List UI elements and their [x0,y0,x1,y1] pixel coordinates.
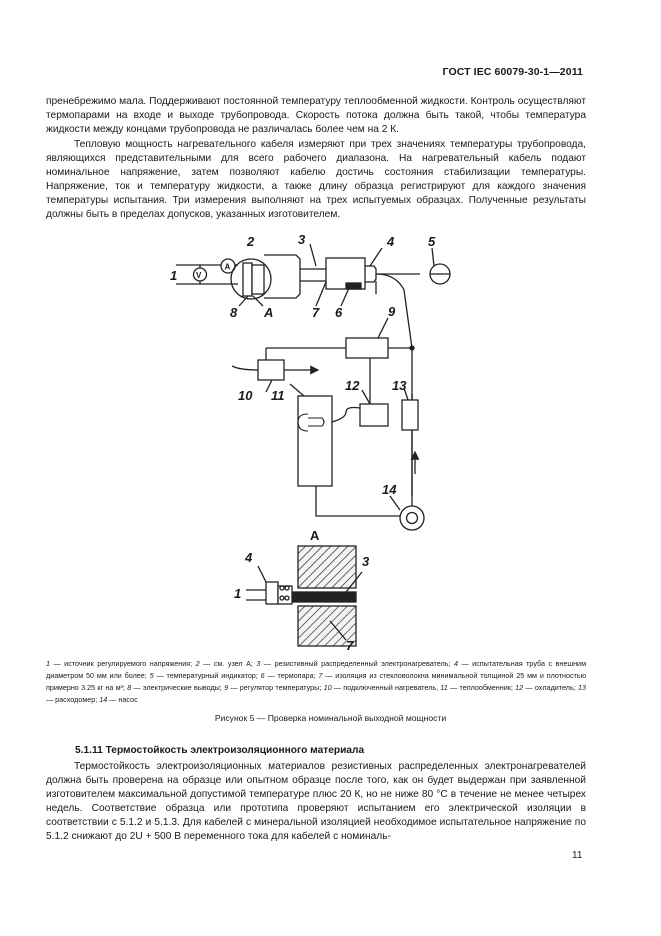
page-number: 11 [572,850,583,861]
heat-exchanger-box [298,396,332,486]
label-6: 6 [335,305,343,320]
voltmeter-symbol: V [196,271,202,280]
label-10: 10 [238,388,253,403]
section-paragraph: Термостойкость электроизоляционных материалов резистивных распределенных электронагревателей должна быть проверена на образце или опытном образце после того, как он будет выдержан при заявленной изготовителем максимальной допустимой температуре плюс 20 К, но не ниже 80 °С в течение не менее четырех недель. Соответствие образца или прототипа проверяют испытанием его электрической изоляции в соответствии с 5.1.2 и 5.1.3. Для кабелей с минеральной изоляцией необходимое испытательное напряжение по 5.1.2 снижают до 2U + 500 В переменного тока для кабелей с номиналь- [46,761,586,843]
label-d7: 7 [346,638,354,653]
test-setup-diagram [150,226,490,666]
label-12: 12 [345,378,360,393]
label-13: 13 [392,378,407,393]
label-a-main: A [264,305,274,320]
label-d4: 4 [245,550,253,565]
paragraph-2: Тепловую мощность нагревательного кабеля измеряют при трех значениях температуры трубопровода, являющихся представительными для всего рабочего диапазона. На нагревательный кабель подают номинальное напряжение, затем позволяют кабелю достичь состояния стабилизации температуры. Напряжение, ток и температуру жидкости, а также длину образца регистрируют для каждого значения температуры испытания. Три измерения выполняют на трех испытуемых образцах. Полученные результаты должны быть в пределах допусков, указанных изготовителем. [46,139,586,221]
label-1: 1 [170,268,178,283]
label-2: 2 [247,234,255,249]
label-9: 9 [388,304,396,319]
label-7: 7 [312,305,320,320]
flow-meter-box [402,400,418,430]
label-14: 14 [382,482,397,497]
label-4: 4 [387,234,395,249]
figure-caption: Рисунок 5 — Проверка номинальной выходной мощности [214,713,447,723]
ammeter-symbol: A [224,262,231,272]
label-3: 3 [298,232,306,247]
label-d1: 1 [234,586,242,601]
label-11: 11 [271,388,285,403]
label-a-detail: A [310,528,320,543]
figure-legend: 1 — источник регулируемого напряжения; 2 — см. узел А; 3 — резистивный распределенный электронагреватель; 4 — испытательная труба с внешним диаметром 50 мм или более; 5 — температурный индикатор; 6 — термопара; 7 — изоляция из стекловолокна минимальной толщиной 25 мм и плотностью примерно 3.25 кг на м³; 8 — электрические выводы; 9 — регулятор температуры; 10 — подключенный нагреватель, 11 — теплообменник; 12 — охладитель; 13 — расходомер; 14 — насос [46,659,587,704]
label-d3: 3 [362,554,370,569]
heater-box [258,360,284,380]
label-5: 5 [428,234,436,249]
paragraph-1: пренебрежимо мала. Поддерживают постоянной температуру теплообменной жидкости. Контроль осуществляют термопарами на входе и выходе трубопровода. Скорость потока должна быть такой, чтобы температура жидкости между концами трубопровода не различалась более чем на 2 К. [46,96,586,136]
label-8: 8 [230,305,238,320]
regulator-box [346,338,388,358]
document-header: ГОСТ IEC 60079-30-1—2011 [442,66,583,78]
section-heading: 5.1.11 Термостойкость электроизоляционного материала [75,745,365,756]
cooler-box [360,404,388,426]
